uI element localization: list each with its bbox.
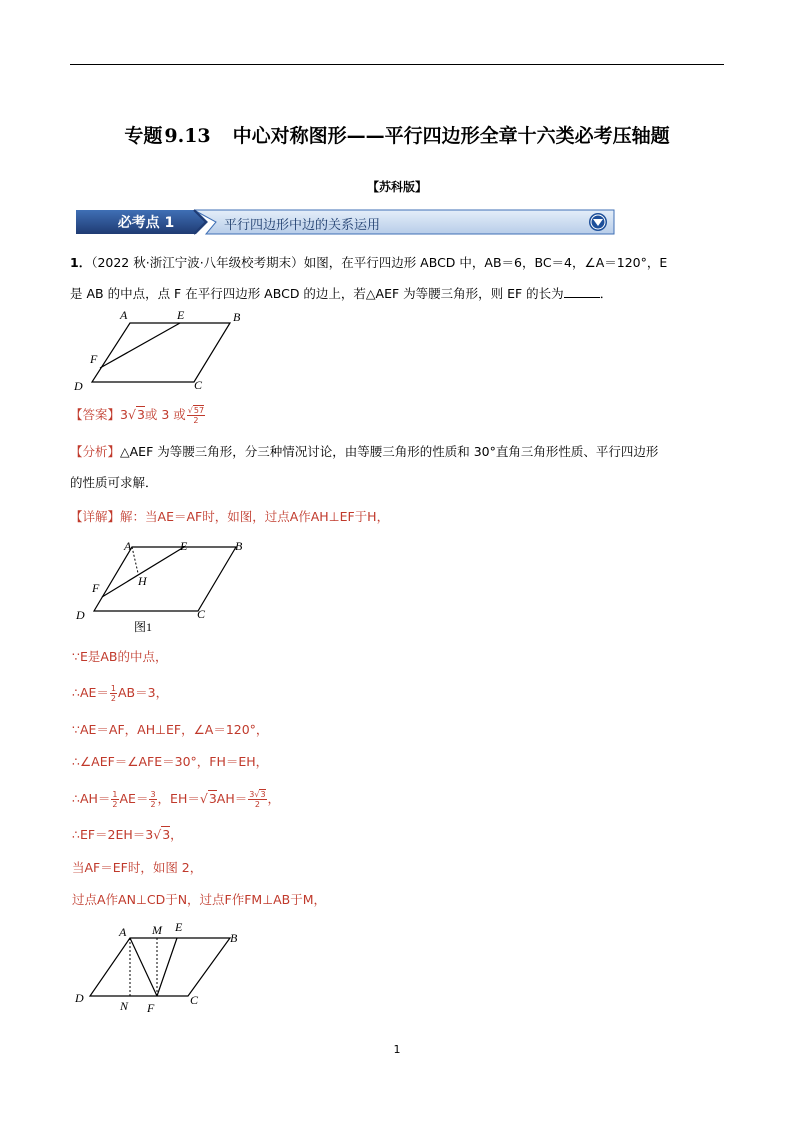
banner-label: 必考点 1 — [117, 215, 175, 231]
question-source: （2022 秋·浙江宁波·八年级校考期末） — [91, 255, 304, 270]
banner-text: 平行四边形中边的关系运用 — [224, 218, 381, 233]
fig2-label-e: E — [175, 920, 183, 934]
answer-tag: 【答案】 — [70, 407, 121, 422]
edition-label: 【苏科版】 — [366, 180, 427, 194]
fig2-label-n: N — [120, 999, 129, 1013]
page-number: 1 — [393, 1043, 401, 1056]
step-3: ∵AE＝AF，AH⊥EF，∠A＝120°， — [72, 722, 269, 737]
fig-label-f: F — [90, 352, 98, 366]
question-text-2-end: ． — [599, 286, 613, 301]
analysis-tag: 【分析】 — [70, 444, 121, 459]
title-number: 9.13 — [164, 125, 211, 147]
detail-tag: 【详解】 — [70, 509, 121, 524]
question-text-1: 如图，在平行四边形 ABCD 中，AB＝6，BC＝4，∠A＝120°，E — [303, 255, 668, 270]
fig2-label-a: A — [119, 925, 127, 939]
fig-label-b: B — [233, 310, 241, 324]
step-8: 过点A作AN⊥CD于N，过点F作FM⊥AB于M， — [72, 892, 327, 907]
question-line-2 — [70, 284, 612, 304]
detail-intro: 【详解】解：当AE＝AF时，如图，过点A作AH⊥EF于H， — [70, 509, 390, 524]
fig2-label-c: C — [190, 993, 199, 1007]
title-prefix: 专题 — [124, 125, 163, 147]
title-main: 中心对称图形——平行四边形全章十六类必考压轴题 — [232, 125, 670, 147]
fig1-caption: 图1 — [134, 620, 153, 634]
fig1-label-h: H — [138, 574, 147, 588]
figure-parallelogram — [70, 306, 270, 394]
step-4: ∴∠AEF＝∠AFE＝30°，FH＝EH， — [72, 754, 269, 769]
fig2-label-b: B — [230, 931, 238, 945]
fig-label-e: E — [177, 308, 185, 322]
analysis-line-1: 【分析】△AEF 为等腰三角形，分三种情况讨论，由等腰三角形的性质和 30°直角三角形性质、平行四边形 — [70, 444, 659, 459]
fig1-label-f: F — [92, 581, 100, 595]
answer-blank — [564, 285, 600, 298]
fig1-label-d: D — [76, 608, 85, 622]
fig2-label-d: D — [75, 991, 84, 1005]
step-1: ∵E是AB的中点， — [72, 649, 168, 664]
step-2: ∴AE＝ $\frac{1}{2}$ AB＝3， — [72, 684, 169, 703]
fig-label-a: A — [120, 308, 128, 322]
fig-label-c: C — [194, 378, 203, 392]
step-5: ∴AH＝ $\frac{1}{2}$ AE＝ $\frac{3}{2}$ ，EH＝√3AH＝ $\frac{3√3}{2}$ ， — [72, 790, 281, 809]
fig1-label-b: B — [235, 539, 243, 553]
analysis-line-2: 的性质可求解． — [70, 475, 158, 490]
answer-line: 【答案】3√3或 3 或 $\frac{√57}{2}$ — [70, 406, 205, 425]
question-line-1 — [70, 253, 667, 273]
step-7: 当AF＝EF时，如图 2， — [72, 860, 203, 875]
page-title — [0, 121, 794, 148]
fig1-label-a: A — [124, 539, 132, 553]
figure-2 — [70, 918, 260, 1018]
fig1-label-c: C — [197, 607, 206, 621]
fig2-label-m: M — [152, 923, 162, 937]
figure-1 — [70, 535, 270, 635]
question-text-2: 是 AB 的中点，点 F 在平行四边形 ABCD 的边上，若△AEF 为等腰三角形，则 EF 的长为 — [70, 286, 564, 301]
question-number: 1． — [70, 255, 92, 270]
fig1-label-e: E — [180, 539, 188, 553]
chevron-down-circle-icon[interactable] — [589, 213, 607, 231]
header-rule — [70, 64, 724, 65]
fig2-label-f: F — [147, 1001, 155, 1015]
fig-label-d: D — [74, 379, 83, 393]
answer-fraction: $\frac{√57}{2}$ — [187, 406, 205, 425]
step-6: ∴EF＝2EH＝3√3， — [72, 827, 183, 842]
